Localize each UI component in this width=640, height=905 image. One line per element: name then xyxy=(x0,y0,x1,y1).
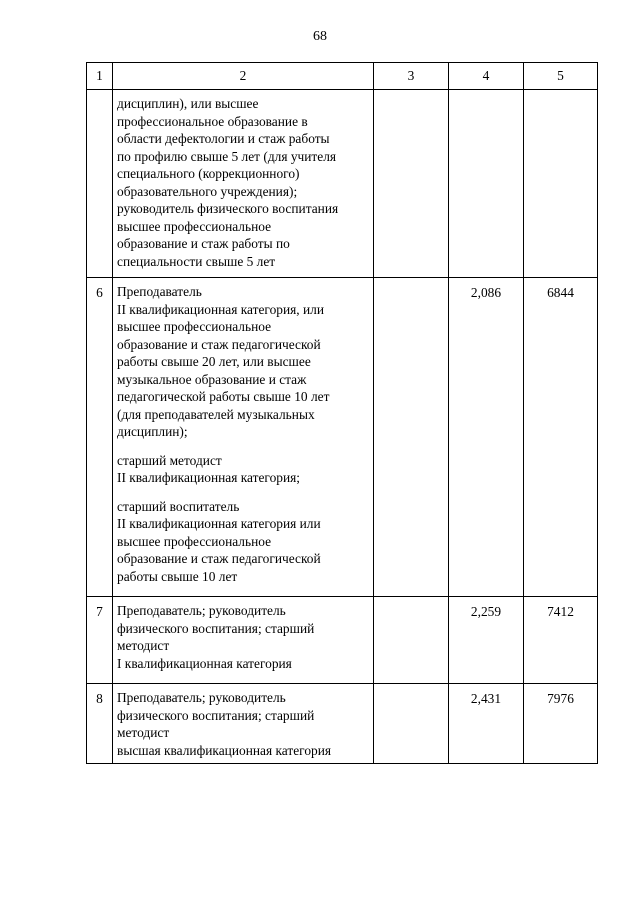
description-line: образовательного учреждения); xyxy=(117,183,298,199)
position-description-cell xyxy=(113,597,374,684)
table-header-row xyxy=(87,63,598,90)
description-line: дисциплин), или высшее xyxy=(117,96,259,111)
description-line: Преподаватель xyxy=(117,284,202,299)
row-number-cell: 6 xyxy=(87,278,113,597)
description-line: I квалификационная категория xyxy=(117,655,292,671)
description-line: специального (коррекционного) xyxy=(117,166,300,181)
empty-cell xyxy=(374,597,449,684)
table-row xyxy=(87,597,598,684)
table-row xyxy=(87,278,598,597)
salary-cell xyxy=(524,90,598,278)
description-line: Преподаватель; руководитель xyxy=(117,690,286,705)
description-line: музыкальное образование и стаж xyxy=(117,371,307,387)
header-cell-4: 4 xyxy=(449,63,524,90)
empty-cell xyxy=(374,278,449,597)
description-line: высшее профессиональное xyxy=(117,218,272,234)
description-line: работы свыше 10 лет xyxy=(117,568,238,584)
description-line: физического воспитания; старший xyxy=(117,707,315,723)
description-paragraph xyxy=(117,689,369,759)
empty-cell xyxy=(374,90,449,278)
description-line: руководитель физического воспитания xyxy=(117,201,339,216)
header-cell-3: 3 xyxy=(374,63,449,90)
description-line: методист xyxy=(117,725,170,740)
description-line: образование и стаж педагогической xyxy=(117,551,321,566)
salary-cell: 7976 xyxy=(524,684,598,764)
description-line: методист xyxy=(117,638,170,653)
header-cell-2: 2 xyxy=(113,63,374,90)
row-number-cell: 8 xyxy=(87,684,113,764)
description-line: по профилю свыше 5 лет (для учителя xyxy=(117,148,337,164)
position-description-cell xyxy=(113,278,374,597)
description-line: старший воспитатель xyxy=(117,498,240,514)
position-description-cell xyxy=(113,684,374,764)
coefficient-cell: 2,086 xyxy=(449,278,524,597)
description-paragraph xyxy=(117,602,369,672)
position-description-cell xyxy=(113,90,374,278)
page-number: 68 xyxy=(313,29,327,44)
description-paragraph xyxy=(117,498,369,586)
description-paragraph xyxy=(117,283,369,441)
description-paragraph xyxy=(117,95,369,270)
table-row xyxy=(87,90,598,278)
row-number-cell: 7 xyxy=(87,597,113,684)
header-cell-1: 1 xyxy=(87,63,113,90)
description-line: профессиональное образование в xyxy=(117,113,308,129)
description-line: II квалификационная категория; xyxy=(117,470,301,485)
description-line: высшее профессиональное xyxy=(117,319,272,334)
description-line: работы свыше 20 лет, или высшее xyxy=(117,354,311,369)
salary-cell: 7412 xyxy=(524,597,598,684)
salary-table xyxy=(86,62,598,764)
description-line: образование и стаж педагогической xyxy=(117,336,321,352)
description-line: (для преподавателей музыкальных xyxy=(117,406,315,422)
description-line: физического воспитания; старший xyxy=(117,620,315,636)
header-cell-5: 5 xyxy=(524,63,598,90)
description-line: высшая квалификационная категория xyxy=(117,742,332,758)
description-line: специальности свыше 5 лет xyxy=(117,253,276,269)
description-line: высшее профессиональное xyxy=(117,533,272,549)
salary-cell: 6844 xyxy=(524,278,598,597)
description-paragraph xyxy=(117,452,369,487)
empty-cell xyxy=(374,684,449,764)
coefficient-cell: 2,259 xyxy=(449,597,524,684)
description-line: области дефектологии и стаж работы xyxy=(117,131,330,146)
table-row xyxy=(87,684,598,764)
description-line: Преподаватель; руководитель xyxy=(117,603,286,618)
coefficient-cell xyxy=(449,90,524,278)
description-line: II квалификационная категория или xyxy=(117,516,321,531)
description-line: педагогической работы свыше 10 лет xyxy=(117,389,330,404)
description-line: дисциплин); xyxy=(117,424,188,439)
coefficient-cell: 2,431 xyxy=(449,684,524,764)
description-line: старший методист xyxy=(117,452,222,468)
description-line: II квалификационная категория, или xyxy=(117,301,325,317)
row-number-cell xyxy=(87,90,113,278)
description-line: образование и стаж работы по xyxy=(117,236,290,251)
